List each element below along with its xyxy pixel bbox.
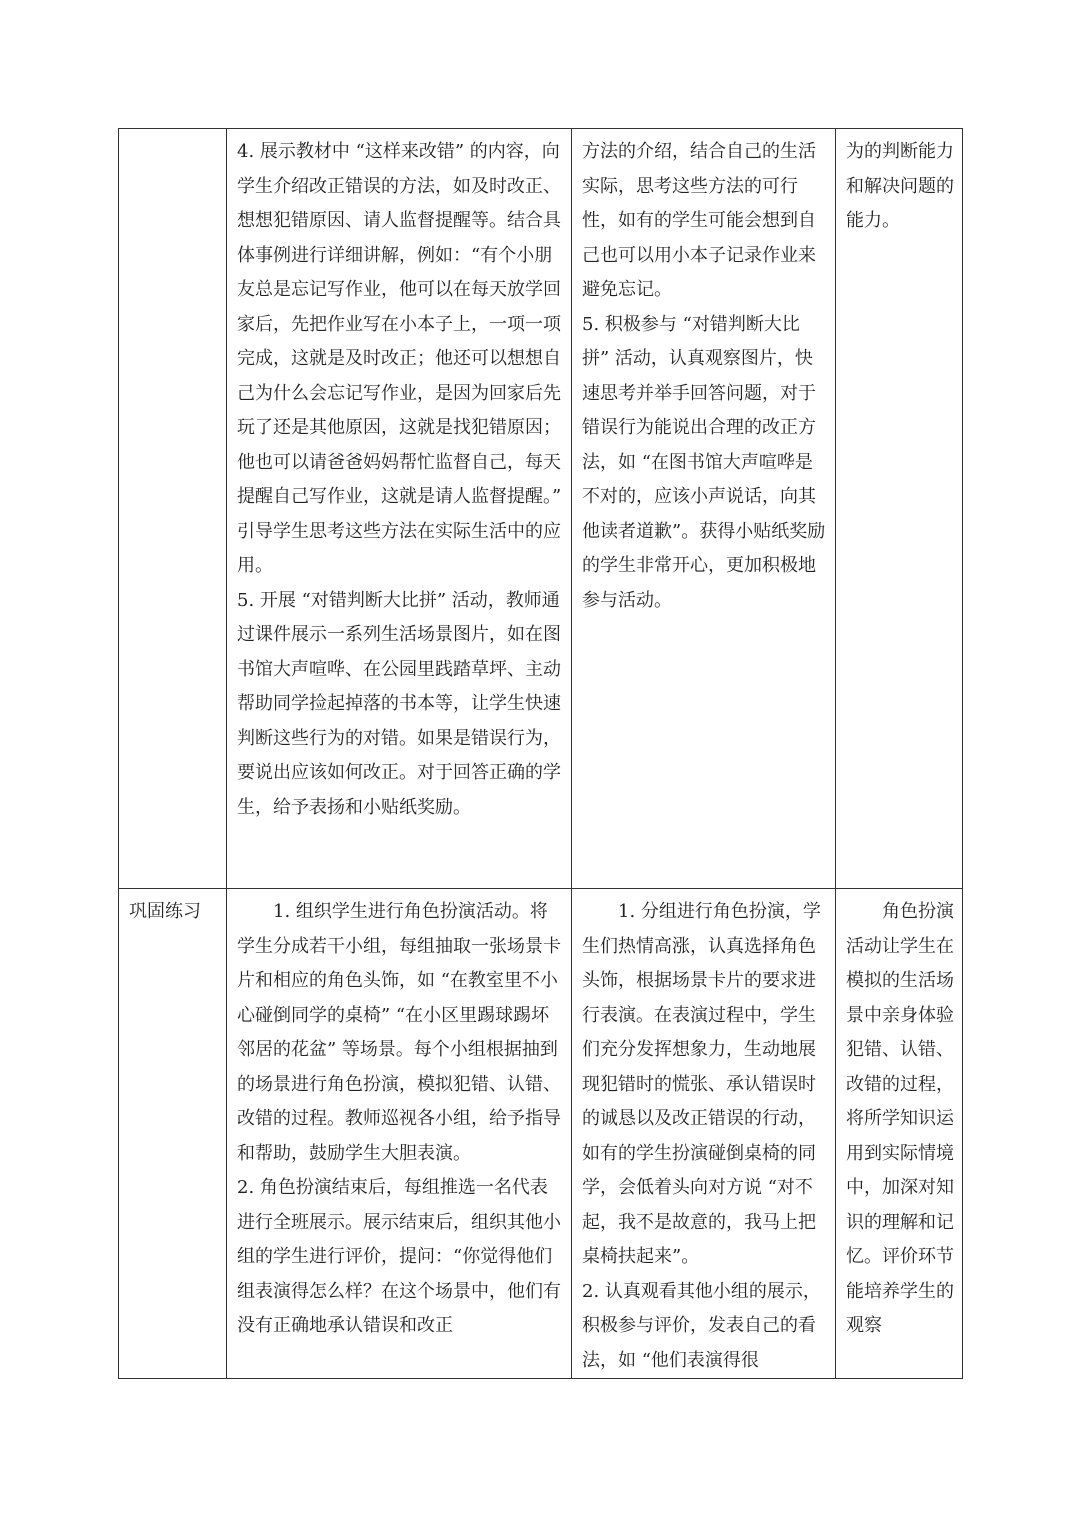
teacher-step-4: 4. 展示教材中 “这样来改错” 的内容，向学生介绍改正错误的方法，如及时改正、想想犯错原因、请人监督提醒等。结合具体事例进行详细讲解，例如：“有个小朋友总是忘记写作业，他可以在每天放学回家后，先把作业写在小本子上，一项一项完成，这就是及时改正；他还可以想想自己为什么会忘记写作业，是因为回家后先玩了还是其他原因，这就是找犯错原因；他也可以请爸爸妈妈帮忙监督自己，每天提醒自己写作业，这就是请人监督提醒。” 引导学生思考这些方法在实际生活中的应用。 — [237, 141, 562, 576]
student-step-2: 2. 认真观看其他小组的展示，积极参与评价，发表自己的看法，如 “他们表演得很 — [582, 1280, 821, 1371]
student-step-1: 1. 分组进行角色扮演，学生们热情高涨，认真选择角色头饰，根据场景卡片的要求进行表演。在表演过程中，学生们充分发挥想象力，生动地展现犯错时的慌张、承认错误时的诚恳以及改正错误的行动，如有的学生扮演碰倒桌椅的同学，会低着头向对方说 “对不起，我不是故意的，我马上把桌椅扶起来”。 — [582, 901, 821, 1267]
design-intent-text: 为的判断能力和解决问题的能力。 — [846, 141, 954, 231]
lesson-plan-table — [118, 128, 963, 1379]
teacher-activity-cell — [227, 889, 572, 1379]
teacher-step-1: 1. 组织学生进行角色扮演活动。将学生分成若干小组，每组抽取一张场景卡片和相应的角色头饰，如 “在教室里不小心碰倒同学的桌椅” “在小区里踢球踢坏邻居的花盆” 等场景。每个小组根据抽到的场景进行角色扮演，模拟犯错、认错、改错的过程。教师巡视各小组，给予指导和帮助，鼓励学生大胆表演。 — [237, 901, 561, 1164]
teacher-step-2: 2. 角色扮演结束后，每组推选一名代表进行全班展示。展示结束后，组织其他小组的学生进行评价，提问：“你觉得他们组表演得怎么样？在这个场景中，他们有没有正确地承认错误和改正 — [237, 1177, 561, 1336]
design-intent-cell — [836, 889, 963, 1379]
table-row — [119, 889, 963, 1379]
student-step-5: 5. 积极参与 “对错判断大比拼” 活动，认真观察图片，快速思考并举手回答问题，对于错误行为能说出合理的改正方法，如 “在图书馆大声喧哗是不对的，应该小声说话，向其他读者道歉”。获得小贴纸奖励的学生非常开心，更加积极地参与活动。 — [582, 313, 826, 611]
design-intent-cell — [836, 129, 963, 889]
stage-cell: 巩固练习 — [119, 889, 227, 1379]
student-step-4-cont: 方法的介绍，结合自己的生活实际，思考这些方法的可行性，如有的学生可能会想到自己也可以用小本子记录作业来避免忘记。 — [582, 141, 816, 300]
stage-cell — [119, 129, 227, 889]
table-row — [119, 129, 963, 889]
teacher-step-5: 5. 开展 “对错判断大比拼” 活动，教师通过课件展示一系列生活场景图片，如在图书馆大声喧哗、在公园里践踏草坪、主动帮助同学捡起掉落的书本等，让学生快速判断这些行为的对错。如果是错误行为，要说出应该如何改正。对于回答正确的学生，给予表扬和小贴纸奖励。 — [237, 589, 561, 818]
design-intent-text: 角色扮演活动让学生在模拟的生活场景中亲身体验犯错、认错、改错的过程，将所学知识运用到实际情境中，加深对知识的理解和记忆。评价环节能培养学生的观察 — [846, 901, 954, 1336]
teacher-activity-cell — [227, 129, 572, 889]
student-activity-cell — [572, 129, 836, 889]
student-activity-cell — [572, 889, 836, 1379]
